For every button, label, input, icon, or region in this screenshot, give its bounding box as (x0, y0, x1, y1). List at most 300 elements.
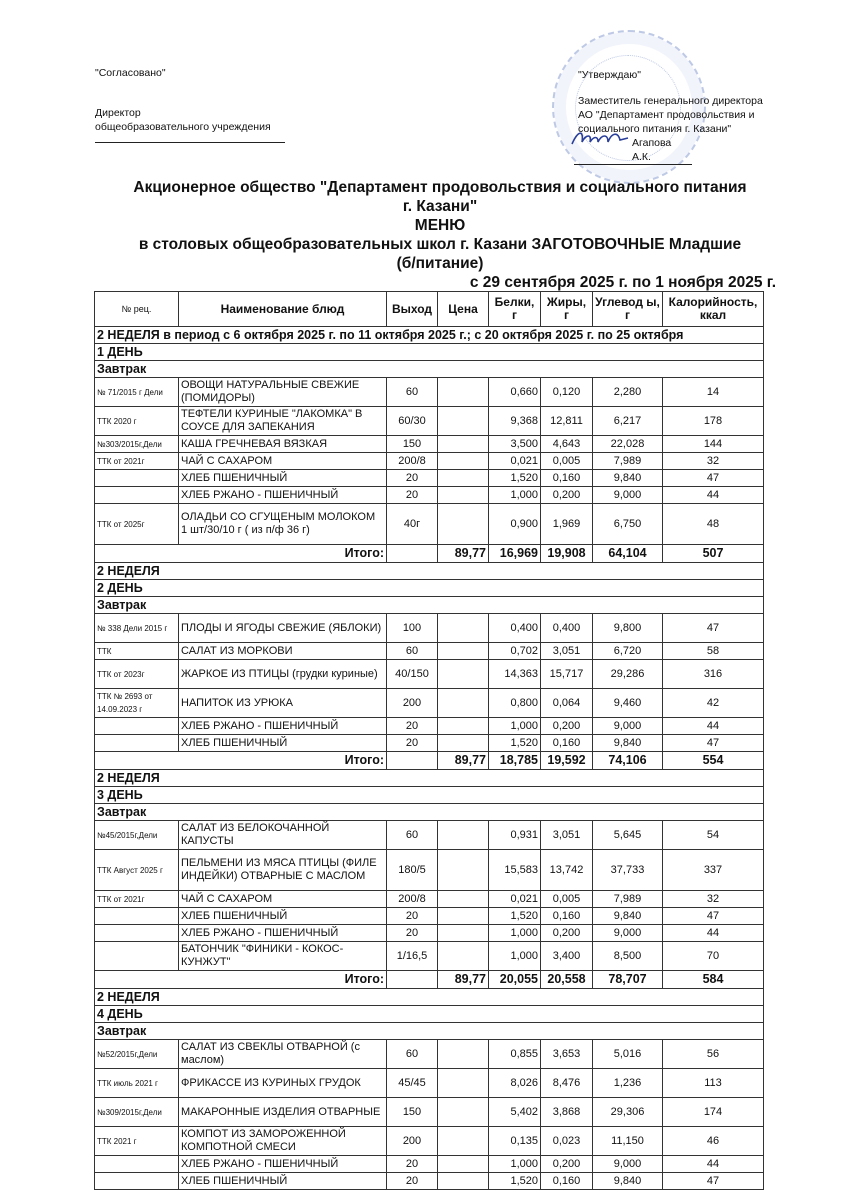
dish-yield: 200/8 (387, 891, 438, 908)
dish-protein: 9,368 (489, 407, 541, 436)
recipe-number: ТТК от 2023г (95, 660, 179, 689)
dish-fat: 0,160 (541, 735, 593, 752)
dish-carbs: 9,460 (593, 689, 663, 718)
total-label: Итого: (95, 971, 387, 989)
dish-yield: 60/30 (387, 407, 438, 436)
recipe-number: №303/2015г,Дели (95, 436, 179, 453)
approver-line2: АО "Департамент продовольствия и (578, 109, 755, 121)
dish-yield: 150 (387, 1098, 438, 1127)
dish-name: ЖАРКОЕ ИЗ ПТИЦЫ (грудки куриные) (179, 660, 387, 689)
meal-label: Завтрак (95, 804, 764, 821)
dish-price (438, 1098, 489, 1127)
dish-name: БАТОНЧИК "ФИНИКИ - КОКОС-КУНЖУТ" (179, 942, 387, 971)
table-row (95, 378, 764, 407)
dish-fat: 0,064 (541, 689, 593, 718)
dish-fat: 3,653 (541, 1040, 593, 1069)
dish-price (438, 660, 489, 689)
dish-protein: 0,702 (489, 643, 541, 660)
dish-name: ХЛЕБ РЖАНО - ПШЕНИЧНЫЙ (179, 487, 387, 504)
table-row (95, 487, 764, 504)
dish-price (438, 378, 489, 407)
dish-yield: 60 (387, 378, 438, 407)
dish-kcal: 47 (663, 470, 764, 487)
total-carbs: 78,707 (593, 971, 663, 989)
header-fat: Жиры, г (541, 292, 593, 327)
dish-price (438, 1069, 489, 1098)
recipe-number: № 338 Дели 2015 г (95, 614, 179, 643)
dish-price (438, 614, 489, 643)
day-label-row (95, 580, 764, 597)
dish-fat: 3,051 (541, 821, 593, 850)
recipe-number: ТТК от 2021г (95, 453, 179, 470)
table-row (95, 735, 764, 752)
header-yield: Выход (387, 292, 438, 327)
dish-protein: 0,021 (489, 453, 541, 470)
signature-line (95, 136, 285, 143)
director-position-line2: общеобразовательного учреждения (95, 121, 271, 133)
dish-yield: 150 (387, 436, 438, 453)
dish-protein: 14,363 (489, 660, 541, 689)
menu-table (94, 291, 764, 1190)
dish-kcal: 113 (663, 1069, 764, 1098)
dish-protein: 1,000 (489, 487, 541, 504)
dish-protein: 0,135 (489, 1127, 541, 1156)
dish-protein: 3,500 (489, 436, 541, 453)
dish-name: ПЛОДЫ И ЯГОДЫ СВЕЖИЕ (ЯБЛОКИ) (179, 614, 387, 643)
dish-kcal: 47 (663, 614, 764, 643)
recipe-number: ТТК июль 2021 г (95, 1069, 179, 1098)
recipe-number: ТТК (95, 643, 179, 660)
menu-period: с 29 сентября 2025 г. по 1 ноября 2025 г. (469, 274, 776, 291)
dish-kcal: 32 (663, 453, 764, 470)
dish-fat: 0,005 (541, 891, 593, 908)
dish-protein: 0,800 (489, 689, 541, 718)
dish-name: ХЛЕБ ПШЕНИЧНЫЙ (179, 908, 387, 925)
total-kcal: 554 (663, 752, 764, 770)
dish-protein: 1,520 (489, 470, 541, 487)
dish-price (438, 718, 489, 735)
dish-name: ТЕФТЕЛИ КУРИНЫЕ "ЛАКОМКА" В СОУСЕ ДЛЯ ЗАПЕКАНИЯ (179, 407, 387, 436)
menu-heading: МЕНЮ (414, 217, 466, 234)
recipe-number (95, 487, 179, 504)
dish-kcal: 174 (663, 1098, 764, 1127)
dish-yield: 200 (387, 689, 438, 718)
dish-name: САЛАТ ИЗ БЕЛОКОЧАННОЙ КАПУСТЫ (179, 821, 387, 850)
meal-label-row (95, 597, 764, 614)
dish-kcal: 32 (663, 891, 764, 908)
dish-carbs: 9,000 (593, 718, 663, 735)
table-row (95, 407, 764, 436)
meal-label-row (95, 361, 764, 378)
meal-label-row (95, 804, 764, 821)
dish-carbs: 1,236 (593, 1069, 663, 1098)
dish-fat: 3,868 (541, 1098, 593, 1127)
dish-carbs: 6,750 (593, 504, 663, 545)
approver-line1: Заместитель генерального директора (578, 95, 763, 107)
table-row (95, 718, 764, 735)
recipe-number: № 71/2015 г Дели (95, 378, 179, 407)
header-kcal: Калорийность, ккал (663, 292, 764, 327)
dish-protein: 1,520 (489, 908, 541, 925)
dish-price (438, 1173, 489, 1190)
dish-yield: 20 (387, 925, 438, 942)
dish-kcal: 47 (663, 908, 764, 925)
dish-name: ХЛЕБ РЖАНО - ПШЕНИЧНЫЙ (179, 1156, 387, 1173)
table-row (95, 470, 764, 487)
dish-name: ХЛЕБ РЖАНО - ПШЕНИЧНЫЙ (179, 925, 387, 942)
dish-carbs: 9,840 (593, 735, 663, 752)
total-protein: 18,785 (489, 752, 541, 770)
recipe-number (95, 942, 179, 971)
dish-fat: 0,160 (541, 1173, 593, 1190)
meal-label: Завтрак (95, 361, 764, 378)
table-row (95, 689, 764, 718)
week-label: 2 НЕДЕЛЯ (95, 770, 764, 787)
total-protein: 16,969 (489, 545, 541, 563)
dish-protein: 0,855 (489, 1040, 541, 1069)
dish-protein: 15,583 (489, 850, 541, 891)
dish-carbs: 9,000 (593, 1156, 663, 1173)
dish-price (438, 436, 489, 453)
dish-name: ЧАЙ С САХАРОМ (179, 891, 387, 908)
dish-protein: 8,026 (489, 1069, 541, 1098)
dish-kcal: 42 (663, 689, 764, 718)
dish-protein: 0,900 (489, 504, 541, 545)
dish-name: КАША ГРЕЧНЕВАЯ ВЯЗКАЯ (179, 436, 387, 453)
dish-name: КОМПОТ ИЗ ЗАМОРОЖЕННОЙ КОМПОТНОЙ СМЕСИ (179, 1127, 387, 1156)
table-row (95, 1040, 764, 1069)
table-row (95, 908, 764, 925)
recipe-number: ТТК № 2693 от 14.09.2023 г (95, 689, 179, 718)
approval-left (95, 66, 285, 143)
recipe-number (95, 735, 179, 752)
recipe-number: ТТК 2021 г (95, 1127, 179, 1156)
recipe-number: ТТК 2020 г (95, 407, 179, 436)
menu-subtitle: в столовых общеобразовательных школ г. Казани ЗАГОТОВОЧНЫЕ Младшие (б/питание) (138, 236, 742, 272)
dish-yield: 1/16,5 (387, 942, 438, 971)
table-row (95, 504, 764, 545)
dish-carbs: 9,840 (593, 470, 663, 487)
dish-kcal: 44 (663, 718, 764, 735)
header-protein: Белки, г (489, 292, 541, 327)
dish-carbs: 6,217 (593, 407, 663, 436)
dish-protein: 1,000 (489, 925, 541, 942)
dish-fat: 15,717 (541, 660, 593, 689)
dish-name: ХЛЕБ РЖАНО - ПШЕНИЧНЫЙ (179, 718, 387, 735)
dish-yield: 20 (387, 1156, 438, 1173)
day-label: 1 ДЕНЬ (95, 344, 764, 361)
total-kcal: 584 (663, 971, 764, 989)
dish-fat: 3,051 (541, 643, 593, 660)
recipe-number: №309/2015г,Дели (95, 1098, 179, 1127)
table-row (95, 942, 764, 971)
dish-yield: 20 (387, 908, 438, 925)
meal-label-row (95, 1023, 764, 1040)
table-row (95, 1173, 764, 1190)
dish-fat: 8,476 (541, 1069, 593, 1098)
dish-yield: 100 (387, 614, 438, 643)
dish-fat: 0,023 (541, 1127, 593, 1156)
dish-name: ОВОЩИ НАТУРАЛЬНЫЕ СВЕЖИЕ (ПОМИДОРЫ) (179, 378, 387, 407)
dish-carbs: 9,840 (593, 1173, 663, 1190)
day-label-row (95, 344, 764, 361)
day-label-row (95, 1006, 764, 1023)
dish-name: МАКАРОННЫЕ ИЗДЕЛИЯ ОТВАРНЫЕ (179, 1098, 387, 1127)
dish-fat: 0,160 (541, 908, 593, 925)
dish-price (438, 504, 489, 545)
dish-kcal: 44 (663, 1156, 764, 1173)
header-recipe: № рец. (95, 292, 179, 327)
dish-carbs: 2,280 (593, 378, 663, 407)
dish-carbs: 8,500 (593, 942, 663, 971)
dish-fat: 13,742 (541, 850, 593, 891)
dish-protein: 0,931 (489, 821, 541, 850)
dish-fat: 0,005 (541, 453, 593, 470)
dish-price (438, 925, 489, 942)
dish-fat: 12,811 (541, 407, 593, 436)
total-kcal: 507 (663, 545, 764, 563)
agreed-label: "Согласовано" (95, 67, 166, 79)
dish-carbs: 5,645 (593, 821, 663, 850)
recipe-number (95, 1156, 179, 1173)
dish-name: ФРИКАССЕ ИЗ КУРИНЫХ ГРУДОК (179, 1069, 387, 1098)
dish-yield: 40г (387, 504, 438, 545)
dish-carbs: 6,720 (593, 643, 663, 660)
dish-price (438, 487, 489, 504)
dish-kcal: 54 (663, 821, 764, 850)
dish-kcal: 46 (663, 1127, 764, 1156)
total-label: Итого: (95, 752, 387, 770)
dish-protein: 1,000 (489, 718, 541, 735)
dish-kcal: 44 (663, 487, 764, 504)
table-row (95, 1098, 764, 1127)
header-price: Цена (438, 292, 489, 327)
table-row (95, 891, 764, 908)
header-carbs: Углевод ы, г (593, 292, 663, 327)
recipe-number: ТТК от 2025г (95, 504, 179, 545)
dish-fat: 0,120 (541, 378, 593, 407)
day-label-row (95, 787, 764, 804)
total-yield (387, 752, 438, 770)
dish-price (438, 1040, 489, 1069)
dish-protein: 1,520 (489, 735, 541, 752)
recipe-number (95, 718, 179, 735)
recipe-number: №45/2015г,Дели (95, 821, 179, 850)
table-row (95, 614, 764, 643)
dish-name: ОЛАДЬИ СО СГУЩЕНЫМ МОЛОКОМ 1 шт/30/10 г ( из п/ф 36 г) (179, 504, 387, 545)
director-position-line1: Директор (95, 107, 141, 119)
dish-price (438, 850, 489, 891)
dish-name: САЛАТ ИЗ МОРКОВИ (179, 643, 387, 660)
dish-protein: 1,000 (489, 942, 541, 971)
recipe-number (95, 1173, 179, 1190)
dish-price (438, 689, 489, 718)
dish-fat: 0,400 (541, 614, 593, 643)
dish-carbs: 7,989 (593, 891, 663, 908)
dish-name: НАПИТОК ИЗ УРЮКА (179, 689, 387, 718)
dish-carbs: 37,733 (593, 850, 663, 891)
dish-fat: 0,200 (541, 1156, 593, 1173)
dish-protein: 0,021 (489, 891, 541, 908)
total-fat: 19,908 (541, 545, 593, 563)
dish-price (438, 908, 489, 925)
dish-yield: 180/5 (387, 850, 438, 891)
dish-yield: 20 (387, 718, 438, 735)
table-row (95, 1069, 764, 1098)
week-title: 2 НЕДЕЛЯ в период с 6 октября 2025 г. по 11 октября 2025 г.; с 20 октября 2025 г. по 25 октября (95, 327, 764, 344)
dish-kcal: 14 (663, 378, 764, 407)
dish-carbs: 22,028 (593, 436, 663, 453)
dish-fat: 0,200 (541, 487, 593, 504)
dish-kcal: 337 (663, 850, 764, 891)
dish-carbs: 9,800 (593, 614, 663, 643)
dish-fat: 3,400 (541, 942, 593, 971)
recipe-number: №52/2015г,Дели (95, 1040, 179, 1069)
meal-label: Завтрак (95, 597, 764, 614)
week-label: 2 НЕДЕЛЯ (95, 563, 764, 580)
table-row (95, 1127, 764, 1156)
meal-label: Завтрак (95, 1023, 764, 1040)
dish-protein: 0,400 (489, 614, 541, 643)
dish-kcal: 47 (663, 1173, 764, 1190)
dish-kcal: 48 (663, 504, 764, 545)
dish-yield: 45/45 (387, 1069, 438, 1098)
dish-carbs: 9,840 (593, 908, 663, 925)
dish-kcal: 44 (663, 925, 764, 942)
dish-price (438, 643, 489, 660)
dish-carbs: 9,000 (593, 925, 663, 942)
total-row (95, 545, 764, 563)
dish-fat: 4,643 (541, 436, 593, 453)
dish-kcal: 56 (663, 1040, 764, 1069)
dish-yield: 20 (387, 487, 438, 504)
week-label-row (95, 770, 764, 787)
day-label: 3 ДЕНЬ (95, 787, 764, 804)
week-label-row (95, 563, 764, 580)
dish-yield: 60 (387, 821, 438, 850)
day-label: 2 ДЕНЬ (95, 580, 764, 597)
dish-price (438, 942, 489, 971)
total-protein: 20,055 (489, 971, 541, 989)
dish-carbs: 29,306 (593, 1098, 663, 1127)
recipe-number (95, 908, 179, 925)
dish-price (438, 891, 489, 908)
dish-carbs: 9,000 (593, 487, 663, 504)
dish-yield: 60 (387, 1040, 438, 1069)
dish-carbs: 7,989 (593, 453, 663, 470)
approval-right (578, 68, 788, 165)
dish-name: ХЛЕБ ПШЕНИЧНЫЙ (179, 470, 387, 487)
total-fat: 19,592 (541, 752, 593, 770)
dish-price (438, 407, 489, 436)
total-price: 89,77 (438, 752, 489, 770)
document-title (90, 178, 790, 273)
dish-yield: 20 (387, 470, 438, 487)
recipe-number (95, 925, 179, 942)
total-price: 89,77 (438, 545, 489, 563)
dish-yield: 200/8 (387, 453, 438, 470)
dish-price (438, 735, 489, 752)
recipe-number: ТТК Август 2025 г (95, 850, 179, 891)
dish-price (438, 821, 489, 850)
total-row (95, 971, 764, 989)
dish-carbs: 5,016 (593, 1040, 663, 1069)
dish-carbs: 11,150 (593, 1127, 663, 1156)
dish-price (438, 453, 489, 470)
table-row (95, 925, 764, 942)
dish-name: ХЛЕБ ПШЕНИЧНЫЙ (179, 735, 387, 752)
total-price: 89,77 (438, 971, 489, 989)
table-row (95, 643, 764, 660)
dish-kcal: 178 (663, 407, 764, 436)
dish-name: ПЕЛЬМЕНИ ИЗ МЯСА ПТИЦЫ (ФИЛЕ ИНДЕЙКИ) ОТВАРНЫЕ С МАСЛОМ (179, 850, 387, 891)
dish-price (438, 1127, 489, 1156)
dish-protein: 1,520 (489, 1173, 541, 1190)
table-row (95, 436, 764, 453)
dish-fat: 0,160 (541, 470, 593, 487)
total-row (95, 752, 764, 770)
day-label: 4 ДЕНЬ (95, 1006, 764, 1023)
table-row (95, 850, 764, 891)
dish-carbs: 29,286 (593, 660, 663, 689)
dish-yield: 20 (387, 1173, 438, 1190)
dish-kcal: 47 (663, 735, 764, 752)
table-row (95, 453, 764, 470)
week-title-row (95, 327, 764, 344)
dish-name: САЛАТ ИЗ СВЕКЛЫ ОТВАРНОЙ (с маслом) (179, 1040, 387, 1069)
signature-icon (568, 128, 632, 150)
dish-price (438, 470, 489, 487)
dish-kcal: 70 (663, 942, 764, 971)
dish-fat: 1,969 (541, 504, 593, 545)
dish-protein: 5,402 (489, 1098, 541, 1127)
total-yield (387, 545, 438, 563)
week-label-row (95, 989, 764, 1006)
dish-fat: 0,200 (541, 925, 593, 942)
dish-yield: 40/150 (387, 660, 438, 689)
dish-kcal: 144 (663, 436, 764, 453)
dish-yield: 20 (387, 735, 438, 752)
total-label: Итого: (95, 545, 387, 563)
recipe-number (95, 470, 179, 487)
total-carbs: 74,106 (593, 752, 663, 770)
dish-price (438, 1156, 489, 1173)
week-label: 2 НЕДЕЛЯ (95, 989, 764, 1006)
dish-protein: 0,660 (489, 378, 541, 407)
dish-kcal: 316 (663, 660, 764, 689)
table-row (95, 821, 764, 850)
org-name: Акционерное общество "Департамент продовольствия и социального питания г. Казани" (133, 179, 747, 215)
approve-label: "Утверждаю" (578, 69, 641, 81)
total-yield (387, 971, 438, 989)
table-row (95, 1156, 764, 1173)
recipe-number: ТТК от 2021г (95, 891, 179, 908)
dish-name: ЧАЙ С САХАРОМ (179, 453, 387, 470)
dish-kcal: 58 (663, 643, 764, 660)
approver-signer: Агапова А.К. (574, 136, 692, 165)
dish-name: ХЛЕБ ПШЕНИЧНЫЙ (179, 1173, 387, 1190)
table-header-row (95, 292, 764, 327)
header-name: Наименование блюд (179, 292, 387, 327)
approver-line3: социального питания г. Казани" (578, 123, 732, 135)
dish-yield: 200 (387, 1127, 438, 1156)
total-fat: 20,558 (541, 971, 593, 989)
dish-yield: 60 (387, 643, 438, 660)
dish-fat: 0,200 (541, 718, 593, 735)
dish-protein: 1,000 (489, 1156, 541, 1173)
total-carbs: 64,104 (593, 545, 663, 563)
table-row (95, 660, 764, 689)
